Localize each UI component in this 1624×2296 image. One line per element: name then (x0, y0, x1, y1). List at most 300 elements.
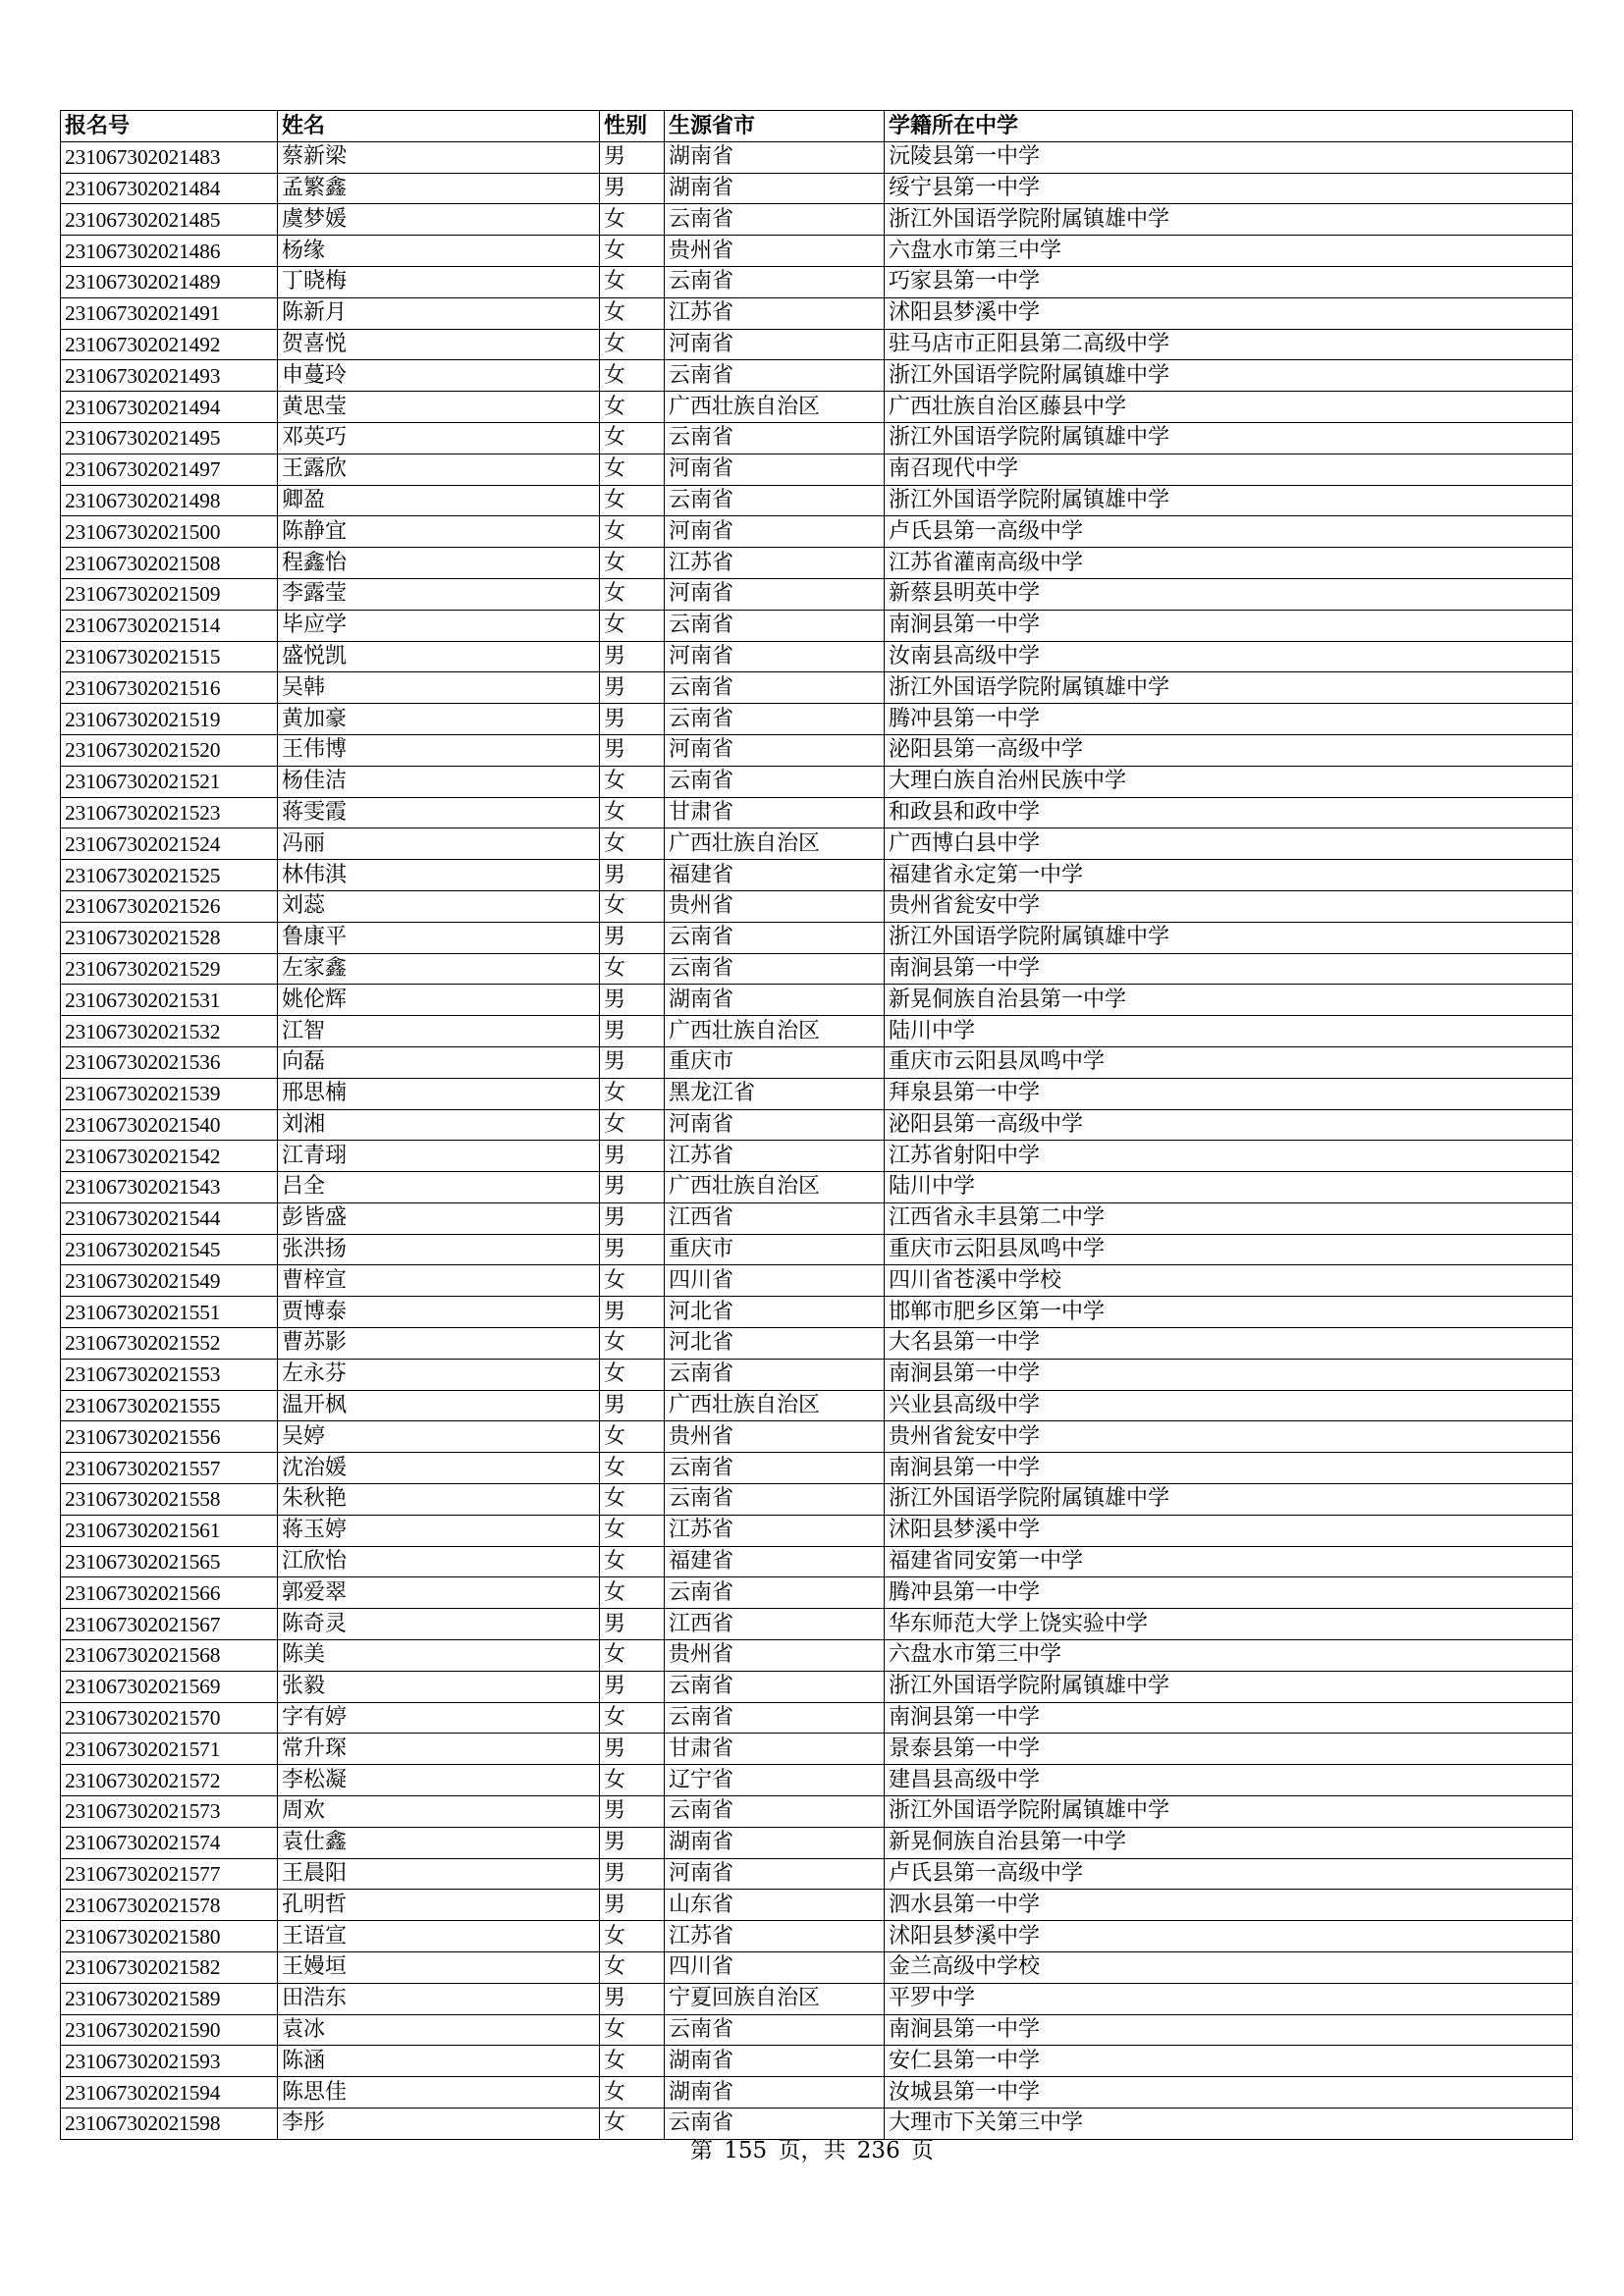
province-cell: 云南省 (665, 204, 885, 236)
table-row (61, 548, 1573, 579)
school-cell: 江西省永丰县第二中学 (885, 1202, 1573, 1234)
school-cell: 浙江外国语学院附属镇雄中学 (885, 1671, 1573, 1702)
name-cell: 李彤 (278, 2109, 600, 2140)
name-cell: 陈思佳 (278, 2077, 600, 2109)
table-row (61, 1484, 1573, 1516)
province-cell: 云南省 (665, 1453, 885, 1484)
gender-cell: 男 (600, 1234, 665, 1265)
registration-number-cell: 231067302021569 (61, 1671, 278, 1702)
gender-cell: 女 (600, 1765, 665, 1796)
name-cell: 彭皆盛 (278, 1202, 600, 1234)
school-cell: 江苏省射阳中学 (885, 1141, 1573, 1172)
registration-number-cell: 231067302021570 (61, 1702, 278, 1734)
name-cell: 孟繁鑫 (278, 173, 600, 204)
header-name: 姓名 (278, 111, 600, 142)
school-cell: 贵州省瓮安中学 (885, 890, 1573, 922)
table-row (61, 1421, 1573, 1453)
school-cell: 南涧县第一中学 (885, 2014, 1573, 2046)
name-cell: 曹苏影 (278, 1328, 600, 1360)
school-cell: 福建省同安第一中学 (885, 1546, 1573, 1577)
name-cell: 林伟淇 (278, 860, 600, 891)
school-cell: 汝城县第一中学 (885, 2077, 1573, 2109)
school-cell: 金兰高级中学校 (885, 1952, 1573, 1984)
table-row (61, 1202, 1573, 1234)
gender-cell: 女 (600, 578, 665, 610)
gender-cell: 女 (600, 1359, 665, 1390)
school-cell: 广西博白县中学 (885, 828, 1573, 860)
table-row (61, 1671, 1573, 1702)
registration-number-cell: 231067302021539 (61, 1078, 278, 1109)
school-cell: 腾冲县第一中学 (885, 704, 1573, 735)
registration-number-cell: 231067302021519 (61, 704, 278, 735)
name-cell: 虞梦媛 (278, 204, 600, 236)
table-row (61, 828, 1573, 860)
province-cell: 四川省 (665, 1265, 885, 1297)
province-cell: 河南省 (665, 1109, 885, 1141)
header-origin-province: 生源省市 (665, 111, 885, 142)
school-cell: 沭阳县梦溪中学 (885, 297, 1573, 329)
province-cell: 云南省 (665, 485, 885, 516)
gender-cell: 男 (600, 1858, 665, 1890)
registration-number-cell: 231067302021520 (61, 734, 278, 766)
table-body (61, 141, 1573, 2139)
table-row (61, 1546, 1573, 1577)
table-row (61, 297, 1573, 329)
school-cell: 南召现代中学 (885, 454, 1573, 485)
province-cell: 河南省 (665, 329, 885, 360)
province-cell: 山东省 (665, 1890, 885, 1921)
table-row (61, 1890, 1573, 1921)
table-row (61, 704, 1573, 735)
name-cell: 孔明哲 (278, 1890, 600, 1921)
table-row (61, 578, 1573, 610)
table-row (61, 1515, 1573, 1546)
province-cell: 云南省 (665, 704, 885, 735)
name-cell: 左家鑫 (278, 953, 600, 985)
name-cell: 贺喜悦 (278, 329, 600, 360)
registration-number-cell: 231067302021508 (61, 548, 278, 579)
name-cell: 江智 (278, 1016, 600, 1047)
name-cell: 刘湘 (278, 1109, 600, 1141)
table-row (61, 1141, 1573, 1172)
gender-cell: 男 (600, 1983, 665, 2014)
table-row (61, 266, 1573, 297)
gender-cell: 男 (600, 1890, 665, 1921)
province-cell: 湖南省 (665, 1827, 885, 1858)
gender-cell: 女 (600, 1640, 665, 1672)
name-cell: 邓英巧 (278, 422, 600, 454)
registration-number-cell: 231067302021509 (61, 578, 278, 610)
school-cell: 大理白族自治州民族中学 (885, 766, 1573, 797)
registration-number-cell: 231067302021526 (61, 890, 278, 922)
gender-cell: 女 (600, 204, 665, 236)
school-cell: 广西壮族自治区藤县中学 (885, 392, 1573, 423)
name-cell: 吴韩 (278, 672, 600, 704)
name-cell: 陈美 (278, 1640, 600, 1672)
gender-cell: 女 (600, 797, 665, 828)
registration-number-cell: 231067302021528 (61, 922, 278, 953)
table-row (61, 985, 1573, 1016)
gender-cell: 女 (600, 1109, 665, 1141)
registration-number-cell: 231067302021566 (61, 1577, 278, 1609)
school-cell: 沭阳县梦溪中学 (885, 1921, 1573, 1952)
name-cell: 邢思楠 (278, 1078, 600, 1109)
province-cell: 四川省 (665, 1952, 885, 1984)
province-cell: 江苏省 (665, 297, 885, 329)
table-row (61, 860, 1573, 891)
gender-cell: 女 (600, 1453, 665, 1484)
registration-number-cell: 231067302021551 (61, 1297, 278, 1328)
name-cell: 盛悦凯 (278, 641, 600, 672)
gender-cell: 女 (600, 516, 665, 548)
gender-cell: 女 (600, 828, 665, 860)
school-cell: 巧家县第一中学 (885, 266, 1573, 297)
registration-number-cell: 231067302021582 (61, 1952, 278, 1984)
gender-cell: 男 (600, 1297, 665, 1328)
name-cell: 向磊 (278, 1046, 600, 1078)
province-cell: 江西省 (665, 1202, 885, 1234)
gender-cell: 女 (600, 1702, 665, 1734)
province-cell: 云南省 (665, 1702, 885, 1734)
table-row (61, 641, 1573, 672)
province-cell: 福建省 (665, 860, 885, 891)
registration-number-cell: 231067302021557 (61, 1453, 278, 1484)
province-cell: 云南省 (665, 1671, 885, 1702)
gender-cell: 男 (600, 1141, 665, 1172)
school-cell: 安仁县第一中学 (885, 2046, 1573, 2077)
table-row (61, 516, 1573, 548)
table-row (61, 2046, 1573, 2077)
registration-number-cell: 231067302021578 (61, 1890, 278, 1921)
gender-cell: 女 (600, 890, 665, 922)
school-cell: 四川省苍溪中学校 (885, 1265, 1573, 1297)
registration-number-cell: 231067302021531 (61, 985, 278, 1016)
table-row (61, 1734, 1573, 1765)
name-cell: 冯丽 (278, 828, 600, 860)
registration-number-cell: 231067302021589 (61, 1983, 278, 2014)
registration-number-cell: 231067302021483 (61, 141, 278, 173)
school-cell: 重庆市云阳县凤鸣中学 (885, 1046, 1573, 1078)
page-footer: 第 155 页，共 236 页 (689, 2138, 935, 2163)
school-cell: 六盘水市第三中学 (885, 236, 1573, 267)
school-cell: 重庆市云阳县凤鸣中学 (885, 1234, 1573, 1265)
table-row (61, 953, 1573, 985)
registration-number-cell: 231067302021552 (61, 1328, 278, 1360)
table-row (61, 2014, 1573, 2046)
table-row (61, 1765, 1573, 1796)
name-cell: 杨缘 (278, 236, 600, 267)
gender-cell: 女 (600, 2077, 665, 2109)
province-cell: 云南省 (665, 953, 885, 985)
registration-number-cell: 231067302021594 (61, 2077, 278, 2109)
table-row (61, 173, 1573, 204)
header-registration-number: 报名号 (61, 111, 278, 142)
gender-cell: 男 (600, 1734, 665, 1765)
name-cell: 朱秋艳 (278, 1484, 600, 1516)
table-row (61, 1046, 1573, 1078)
table-row (61, 422, 1573, 454)
school-cell: 新晃侗族自治县第一中学 (885, 985, 1573, 1016)
gender-cell: 男 (600, 922, 665, 953)
registration-number-cell: 231067302021544 (61, 1202, 278, 1234)
registration-number-cell: 231067302021572 (61, 1765, 278, 1796)
school-cell: 卢氏县第一高级中学 (885, 516, 1573, 548)
gender-cell: 男 (600, 1046, 665, 1078)
table-row (61, 1453, 1573, 1484)
province-cell: 河南省 (665, 454, 885, 485)
school-cell: 浙江外国语学院附属镇雄中学 (885, 1796, 1573, 1828)
registration-number-cell: 231067302021495 (61, 422, 278, 454)
registration-number-cell: 231067302021516 (61, 672, 278, 704)
name-cell: 黄加豪 (278, 704, 600, 735)
registration-number-cell: 231067302021590 (61, 2014, 278, 2046)
registration-number-cell: 231067302021561 (61, 1515, 278, 1546)
name-cell: 温开枫 (278, 1390, 600, 1421)
province-cell: 云南省 (665, 672, 885, 704)
school-cell: 大名县第一中学 (885, 1328, 1573, 1360)
province-cell: 云南省 (665, 766, 885, 797)
registration-number-cell: 231067302021558 (61, 1484, 278, 1516)
gender-cell: 男 (600, 1609, 665, 1640)
name-cell: 姚伦辉 (278, 985, 600, 1016)
province-cell: 江苏省 (665, 548, 885, 579)
registration-number-cell: 231067302021525 (61, 860, 278, 891)
registration-number-cell: 231067302021556 (61, 1421, 278, 1453)
school-cell: 六盘水市第三中学 (885, 1640, 1573, 1672)
gender-cell: 男 (600, 173, 665, 204)
registration-number-cell: 231067302021497 (61, 454, 278, 485)
province-cell: 辽宁省 (665, 1765, 885, 1796)
name-cell: 王嫚垣 (278, 1952, 600, 1984)
name-cell: 田浩东 (278, 1983, 600, 2014)
gender-cell: 女 (600, 2046, 665, 2077)
gender-cell: 男 (600, 1172, 665, 1203)
province-cell: 云南省 (665, 2109, 885, 2140)
province-cell: 甘肃省 (665, 797, 885, 828)
gender-cell: 女 (600, 2109, 665, 2140)
registration-number-cell: 231067302021498 (61, 485, 278, 516)
name-cell: 郭爱翠 (278, 1577, 600, 1609)
gender-cell: 男 (600, 1202, 665, 1234)
province-cell: 河南省 (665, 578, 885, 610)
registration-number-cell: 231067302021529 (61, 953, 278, 985)
gender-cell: 女 (600, 1515, 665, 1546)
province-cell: 河北省 (665, 1297, 885, 1328)
gender-cell: 女 (600, 1265, 665, 1297)
name-cell: 常升琛 (278, 1734, 600, 1765)
school-cell: 浙江外国语学院附属镇雄中学 (885, 204, 1573, 236)
name-cell: 江欣怡 (278, 1546, 600, 1577)
province-cell: 贵州省 (665, 236, 885, 267)
province-cell: 云南省 (665, 422, 885, 454)
registration-number-cell: 231067302021577 (61, 1858, 278, 1890)
table-row (61, 1016, 1573, 1047)
province-cell: 江苏省 (665, 1515, 885, 1546)
name-cell: 曹梓宣 (278, 1265, 600, 1297)
school-cell: 浙江外国语学院附属镇雄中学 (885, 672, 1573, 704)
registration-number-cell: 231067302021542 (61, 1141, 278, 1172)
gender-cell: 女 (600, 266, 665, 297)
gender-cell: 男 (600, 1671, 665, 1702)
school-cell: 陆川中学 (885, 1172, 1573, 1203)
school-cell: 浙江外国语学院附属镇雄中学 (885, 485, 1573, 516)
name-cell: 毕应学 (278, 610, 600, 641)
school-cell: 沭阳县梦溪中学 (885, 1515, 1573, 1546)
province-cell: 湖南省 (665, 985, 885, 1016)
name-cell: 陈新月 (278, 297, 600, 329)
table-row (61, 1234, 1573, 1265)
province-cell: 黑龙江省 (665, 1078, 885, 1109)
province-cell: 广西壮族自治区 (665, 1172, 885, 1203)
registration-number-cell: 231067302021568 (61, 1640, 278, 1672)
school-cell: 浙江外国语学院附属镇雄中学 (885, 422, 1573, 454)
province-cell: 云南省 (665, 1796, 885, 1828)
registration-number-cell: 231067302021532 (61, 1016, 278, 1047)
school-cell: 浙江外国语学院附属镇雄中学 (885, 1484, 1573, 1516)
table-row (61, 734, 1573, 766)
gender-cell: 女 (600, 1546, 665, 1577)
province-cell: 河南省 (665, 1858, 885, 1890)
province-cell: 宁夏回族自治区 (665, 1983, 885, 2014)
registration-number-cell: 231067302021598 (61, 2109, 278, 2140)
table-row (61, 1577, 1573, 1609)
name-cell: 袁仕鑫 (278, 1827, 600, 1858)
gender-cell: 男 (600, 1390, 665, 1421)
registration-number-cell: 231067302021549 (61, 1265, 278, 1297)
name-cell: 王晨阳 (278, 1858, 600, 1890)
gender-cell: 男 (600, 141, 665, 173)
province-cell: 重庆市 (665, 1046, 885, 1078)
province-cell: 贵州省 (665, 1421, 885, 1453)
province-cell: 江西省 (665, 1609, 885, 1640)
table-row (61, 922, 1573, 953)
gender-cell: 女 (600, 1484, 665, 1516)
province-cell: 云南省 (665, 1577, 885, 1609)
school-cell: 南涧县第一中学 (885, 1702, 1573, 1734)
table-row (61, 1078, 1573, 1109)
registration-number-cell: 231067302021489 (61, 266, 278, 297)
table-row (61, 1827, 1573, 1858)
name-cell: 丁晓梅 (278, 266, 600, 297)
registration-number-cell: 231067302021567 (61, 1609, 278, 1640)
registration-number-cell: 231067302021543 (61, 1172, 278, 1203)
name-cell: 程鑫怡 (278, 548, 600, 579)
province-cell: 河北省 (665, 1328, 885, 1360)
table-row (61, 392, 1573, 423)
table-row (61, 454, 1573, 485)
province-cell: 湖南省 (665, 2077, 885, 2109)
admission-table (60, 110, 1573, 2140)
province-cell: 广西壮族自治区 (665, 1016, 885, 1047)
province-cell: 广西壮族自治区 (665, 1390, 885, 1421)
table-row (61, 1640, 1573, 1672)
gender-cell: 女 (600, 422, 665, 454)
province-cell: 云南省 (665, 1359, 885, 1390)
name-cell: 陈奇灵 (278, 1609, 600, 1640)
name-cell: 黄思莹 (278, 392, 600, 423)
name-cell: 贾博泰 (278, 1297, 600, 1328)
gender-cell: 女 (600, 329, 665, 360)
registration-number-cell: 231067302021491 (61, 297, 278, 329)
gender-cell: 女 (600, 1421, 665, 1453)
school-cell: 浙江外国语学院附属镇雄中学 (885, 922, 1573, 953)
header-school: 学籍所在中学 (885, 111, 1573, 142)
province-cell: 湖南省 (665, 173, 885, 204)
gender-cell: 女 (600, 1577, 665, 1609)
school-cell: 大理市下关第三中学 (885, 2109, 1573, 2140)
province-cell: 湖南省 (665, 141, 885, 173)
name-cell: 张毅 (278, 1671, 600, 1702)
school-cell: 汝南县高级中学 (885, 641, 1573, 672)
registration-number-cell: 231067302021492 (61, 329, 278, 360)
name-cell: 王伟博 (278, 734, 600, 766)
table-row (61, 672, 1573, 704)
registration-number-cell: 231067302021515 (61, 641, 278, 672)
school-cell: 邯郸市肥乡区第一中学 (885, 1297, 1573, 1328)
table-header-row (61, 111, 1573, 142)
table-row (61, 204, 1573, 236)
school-cell: 泌阳县第一高级中学 (885, 1109, 1573, 1141)
school-cell: 泗水县第一中学 (885, 1890, 1573, 1921)
province-cell: 湖南省 (665, 2046, 885, 2077)
province-cell: 贵州省 (665, 1640, 885, 1672)
table-row (61, 141, 1573, 173)
province-cell: 江苏省 (665, 1141, 885, 1172)
school-cell: 兴业县高级中学 (885, 1390, 1573, 1421)
name-cell: 申蔓玲 (278, 360, 600, 392)
school-cell: 新蔡县明英中学 (885, 578, 1573, 610)
gender-cell: 女 (600, 2014, 665, 2046)
province-cell: 云南省 (665, 266, 885, 297)
gender-cell: 女 (600, 360, 665, 392)
school-cell: 沅陵县第一中学 (885, 141, 1573, 173)
name-cell: 李露莹 (278, 578, 600, 610)
school-cell: 南涧县第一中学 (885, 610, 1573, 641)
province-cell: 云南省 (665, 610, 885, 641)
registration-number-cell: 231067302021524 (61, 828, 278, 860)
table-row (61, 1609, 1573, 1640)
name-cell: 周欢 (278, 1796, 600, 1828)
gender-cell: 女 (600, 548, 665, 579)
registration-number-cell: 231067302021536 (61, 1046, 278, 1078)
gender-cell: 女 (600, 1078, 665, 1109)
gender-cell: 女 (600, 454, 665, 485)
table-row (61, 360, 1573, 392)
table-row (61, 236, 1573, 267)
province-cell: 重庆市 (665, 1234, 885, 1265)
province-cell: 云南省 (665, 360, 885, 392)
school-cell: 腾冲县第一中学 (885, 1577, 1573, 1609)
registration-number-cell: 231067302021485 (61, 204, 278, 236)
province-cell: 河南省 (665, 641, 885, 672)
registration-number-cell: 231067302021555 (61, 1390, 278, 1421)
school-cell: 泌阳县第一高级中学 (885, 734, 1573, 766)
province-cell: 广西壮族自治区 (665, 392, 885, 423)
school-cell: 绥宁县第一中学 (885, 173, 1573, 204)
gender-cell: 女 (600, 485, 665, 516)
registration-number-cell: 231067302021580 (61, 1921, 278, 1952)
school-cell: 和政县和政中学 (885, 797, 1573, 828)
name-cell: 吴婷 (278, 1421, 600, 1453)
table-row (61, 1172, 1573, 1203)
name-cell: 吕全 (278, 1172, 600, 1203)
registration-number-cell: 231067302021540 (61, 1109, 278, 1141)
name-cell: 鲁康平 (278, 922, 600, 953)
table-row (61, 1796, 1573, 1828)
school-cell: 福建省永定第一中学 (885, 860, 1573, 891)
school-cell: 景泰县第一中学 (885, 1734, 1573, 1765)
registration-number-cell: 231067302021500 (61, 516, 278, 548)
